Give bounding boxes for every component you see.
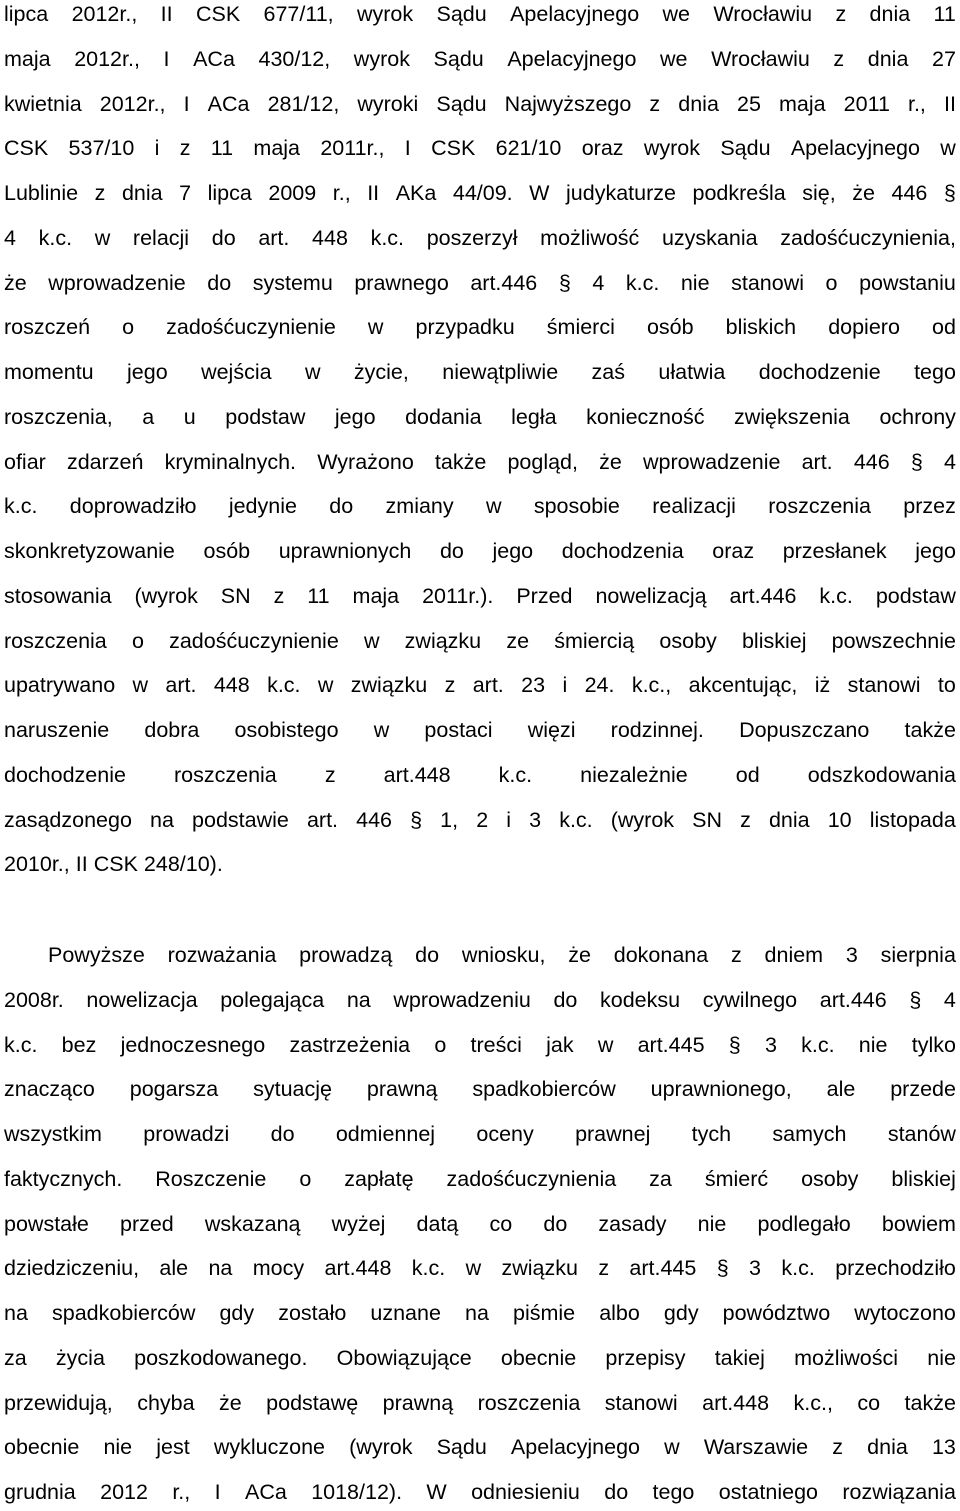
text-line: że wprowadzenie do systemu prawnego art.446 § 4 k.c. nie stanowi o powstaniu xyxy=(4,270,956,295)
text-line: powstałe przed wskazaną wyżej datą co do zasady nie podlegało bowiem xyxy=(4,1211,956,1236)
text-line: wszystkim prowadzi do odmiennej oceny prawnej tych samych stanów xyxy=(4,1122,956,1146)
text-line: maja 2012r., I ACa 430/12, wyrok Sądu Apelacyjnego we Wrocławiu z dnia 27 xyxy=(4,46,956,71)
text-line: 2010r., II CSK 248/10). xyxy=(4,852,223,877)
text-line: grudnia 2012 r., I ACa 1018/12). W odniesieniu do tego ostatniego rozwiązania xyxy=(4,1480,956,1504)
text-line: stosowania (wyrok SN z 11 maja 2011r.). Przed nowelizacją art.446 k.c. podstaw xyxy=(4,583,956,608)
text-line: naruszenie dobra osobistego w postaci więzi rodzinnej. Dopuszczano także xyxy=(4,718,956,742)
text-line: roszczenia, a u podstaw jego dodania legła konieczność zwiększenia ochrony xyxy=(4,404,956,429)
text-line: 4 k.c. w relacji do art. 448 k.c. poszerzył możliwość uzyskania zadośćuczynienia, xyxy=(4,225,956,250)
text-line: CSK 537/10 i z 11 maja 2011r., I CSK 621/10 oraz wyrok Sądu Apelacyjnego w xyxy=(4,136,956,161)
text-line: k.c. bez jednoczesnego zastrzeżenia o treści jak w art.445 § 3 k.c. nie tylko xyxy=(4,1032,956,1057)
text-line: przewidują, chyba że podstawę prawną roszczenia stanowi art.448 k.c., co także xyxy=(4,1390,956,1415)
text-line: roszczeń o zadośćuczynienie w przypadku śmierci osób bliskich dopiero od xyxy=(4,315,956,340)
text-line: Powyższe rozważania prowadzą do wniosku, że dokonana z dniem 3 sierpnia xyxy=(48,943,956,967)
text-line: dziedziczeniu, ale na mocy art.448 k.c. w związku z art.445 § 3 k.c. przechodziło xyxy=(4,1256,956,1281)
text-line: obecnie nie jest wykluczone (wyrok Sądu Apelacyjnego w Warszawie z dnia 13 xyxy=(4,1435,956,1460)
text-line: dochodzenie roszczenia z art.448 k.c. niezależnie od odszkodowania xyxy=(4,762,956,787)
text-line: upatrywano w art. 448 k.c. w związku z art. 23 i 24. k.c., akcentując, iż stanowi to xyxy=(4,673,956,698)
text-line: momentu jego wejścia w życie, niewątpliwie zaś ułatwia dochodzenie tego xyxy=(4,360,956,384)
text-line: ofiar zdarzeń kryminalnych. Wyrażono także pogląd, że wprowadzenie art. 446 § 4 xyxy=(4,449,956,474)
text-line: kwietnia 2012r., I ACa 281/12, wyroki Sądu Najwyższego z dnia 25 maja 2011 r., II xyxy=(4,91,956,116)
text-line: znacząco pogarsza sytuację prawną spadkobierców uprawnionego, ale przede xyxy=(4,1077,956,1102)
text-line: zasądzonego na podstawie art. 446 § 1, 2 i 3 k.c. (wyrok SN z dnia 10 listopada xyxy=(4,807,956,832)
text-line: na spadkobierców gdy zostało uznane na piśmie albo gdy powództwo wytoczono xyxy=(4,1301,956,1325)
text-line: za życia poszkodowanego. Obowiązujące obecnie przepisy takiej możliwości nie xyxy=(4,1345,956,1370)
text-line: lipca 2012r., II CSK 677/11, wyrok Sądu Apelacyjnego we Wrocławiu z dnia 11 xyxy=(4,2,956,26)
text-line: roszczenia o zadośćuczynienie w związku ze śmiercią osoby bliskiej powszechnie xyxy=(4,628,956,653)
text-line: faktycznych. Roszczenie o zapłatę zadośćuczynienia za śmierć osoby bliskiej xyxy=(4,1166,956,1191)
text-line: skonkretyzowanie osób uprawnionych do jego dochodzenia oraz przesłanek jego xyxy=(4,539,956,563)
text-line: 2008r. nowelizacja polegająca na wprowadzeniu do kodeksu cywilnego art.446 § 4 xyxy=(4,987,956,1012)
text-line: Lublinie z dnia 7 lipca 2009 r., II AKa 44/09. W judykaturze podkreśla się, że 446 § xyxy=(4,181,956,205)
text-line: k.c. doprowadziło jedynie do zmiany w sposobie realizacji roszczenia przez xyxy=(4,494,956,519)
